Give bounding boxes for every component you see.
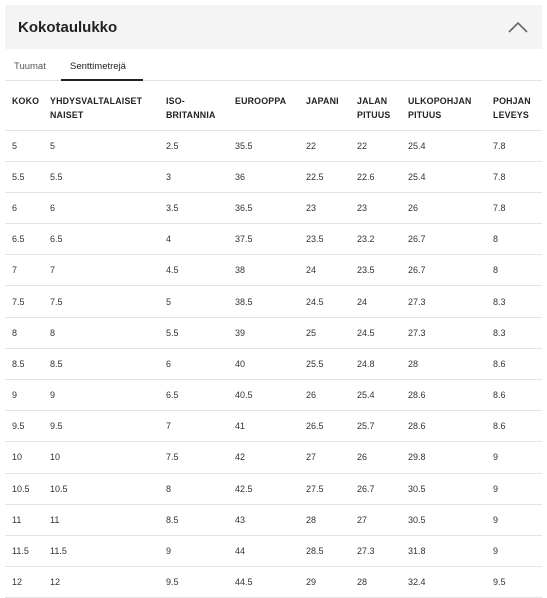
table-cell-foot-length: 26 <box>357 442 408 473</box>
table-cell-foot-length: 22.6 <box>357 161 408 192</box>
table-cell-foot-length: 28 <box>357 567 408 598</box>
column-header-line: PITUUS <box>408 110 442 120</box>
table-cell-japan: 22 <box>306 130 357 161</box>
table-cell-foot-length: 23 <box>357 192 408 223</box>
table-cell-japan: 24.5 <box>306 286 357 317</box>
table-cell-us-women: 12 <box>50 567 166 598</box>
unit-tabs <box>5 58 542 81</box>
table-cell-us-women: 11 <box>50 504 166 535</box>
table-cell-sole-width: 8.6 <box>493 380 542 411</box>
table-row <box>5 473 542 504</box>
table-cell-outsole-length: 30.5 <box>408 473 493 504</box>
table-cell-us-women: 10 <box>50 442 166 473</box>
table-cell-japan: 23.5 <box>306 224 357 255</box>
table-cell-foot-length: 26.7 <box>357 473 408 504</box>
table-row <box>5 411 542 442</box>
column-header-line: ULKOPOHJAN <box>408 96 472 106</box>
table-cell-europe: 42 <box>235 442 306 473</box>
table-cell-europe: 39 <box>235 317 306 348</box>
collapse-button[interactable] <box>506 15 530 39</box>
table-cell-uk: 9.5 <box>166 567 235 598</box>
tab-inches[interactable]: Tuumat <box>14 61 46 72</box>
table-cell-outsole-length: 25.4 <box>408 130 493 161</box>
column-header-line: YHDYSVALTALAISET <box>50 96 143 106</box>
table-cell-outsole-length: 26 <box>408 192 493 223</box>
column-header-line: POHJAN <box>493 96 531 106</box>
table-cell-europe: 44 <box>235 535 306 566</box>
table-cell-outsole-length: 26.7 <box>408 224 493 255</box>
column-header-line: JALAN <box>357 96 388 106</box>
table-cell-foot-length: 24 <box>357 286 408 317</box>
table-cell-size: 6.5 <box>5 224 50 255</box>
table-cell-foot-length: 25.7 <box>357 411 408 442</box>
table-cell-sole-width: 9 <box>493 473 542 504</box>
table-cell-japan: 29 <box>306 567 357 598</box>
table-cell-outsole-length: 31.8 <box>408 535 493 566</box>
table-row <box>5 442 542 473</box>
column-header-us-women <box>50 84 166 130</box>
table-cell-outsole-length: 26.7 <box>408 255 493 286</box>
table-cell-europe: 42.5 <box>235 473 306 504</box>
table-cell-sole-width: 9.5 <box>493 567 542 598</box>
column-header-line: LEVEYS <box>493 110 529 120</box>
table-cell-us-women: 7.5 <box>50 286 166 317</box>
table-cell-foot-length: 27.3 <box>357 535 408 566</box>
table-cell-size: 5 <box>5 130 50 161</box>
column-header-europe <box>235 84 306 130</box>
table-cell-outsole-length: 25.4 <box>408 161 493 192</box>
table-cell-uk: 7.5 <box>166 442 235 473</box>
table-cell-foot-length: 24.8 <box>357 348 408 379</box>
table-cell-size: 8 <box>5 317 50 348</box>
table-cell-europe: 40 <box>235 348 306 379</box>
table-row <box>5 504 542 535</box>
table-cell-europe: 44.5 <box>235 567 306 598</box>
column-header-uk <box>166 84 235 130</box>
table-cell-japan: 25.5 <box>306 348 357 379</box>
tab-centimeters[interactable]: Senttimetrejä <box>61 58 143 81</box>
table-row <box>5 286 542 317</box>
table-body <box>5 130 542 598</box>
column-header-outsole-length <box>408 84 493 130</box>
column-header-line: ISO- <box>166 96 185 106</box>
table-cell-us-women: 7 <box>50 255 166 286</box>
table-cell-uk: 3 <box>166 161 235 192</box>
table-cell-europe: 38 <box>235 255 306 286</box>
table-cell-sole-width: 8.6 <box>493 411 542 442</box>
table-cell-us-women: 6.5 <box>50 224 166 255</box>
table-cell-us-women: 6 <box>50 192 166 223</box>
table-row <box>5 567 542 598</box>
table-cell-europe: 35.5 <box>235 130 306 161</box>
table-cell-foot-length: 23.5 <box>357 255 408 286</box>
table-cell-foot-length: 27 <box>357 504 408 535</box>
table-cell-europe: 37.5 <box>235 224 306 255</box>
table-cell-uk: 4.5 <box>166 255 235 286</box>
table-cell-sole-width: 7.8 <box>493 161 542 192</box>
column-header-line: NAISET <box>50 110 84 120</box>
table-cell-size: 12 <box>5 567 50 598</box>
column-header-japan <box>306 84 357 130</box>
table-cell-sole-width: 8.3 <box>493 286 542 317</box>
table-cell-uk: 9 <box>166 535 235 566</box>
table-row <box>5 192 542 223</box>
table-cell-japan: 26 <box>306 380 357 411</box>
table-cell-size: 5.5 <box>5 161 50 192</box>
table-cell-sole-width: 8 <box>493 224 542 255</box>
table-cell-foot-length: 22 <box>357 130 408 161</box>
table-cell-size: 9.5 <box>5 411 50 442</box>
table-cell-europe: 40.5 <box>235 380 306 411</box>
table-row <box>5 161 542 192</box>
table-cell-size: 9 <box>5 380 50 411</box>
table-cell-foot-length: 23.2 <box>357 224 408 255</box>
table-cell-japan: 22.5 <box>306 161 357 192</box>
size-chart-header[interactable] <box>5 5 542 49</box>
table-cell-uk: 6 <box>166 348 235 379</box>
table-row <box>5 348 542 379</box>
table-cell-outsole-length: 29.8 <box>408 442 493 473</box>
table-cell-uk: 3.5 <box>166 192 235 223</box>
table-cell-sole-width: 9 <box>493 535 542 566</box>
table-header-row <box>5 84 542 130</box>
table-cell-size: 6 <box>5 192 50 223</box>
table-cell-japan: 26.5 <box>306 411 357 442</box>
table-cell-uk: 7 <box>166 411 235 442</box>
table-cell-uk: 5.5 <box>166 317 235 348</box>
table-cell-japan: 28 <box>306 504 357 535</box>
table-cell-japan: 28.5 <box>306 535 357 566</box>
table-cell-us-women: 5 <box>50 130 166 161</box>
table-cell-uk: 2.5 <box>166 130 235 161</box>
table-cell-japan: 24 <box>306 255 357 286</box>
table-cell-foot-length: 25.4 <box>357 380 408 411</box>
table-cell-outsole-length: 28.6 <box>408 411 493 442</box>
table-cell-sole-width: 7.8 <box>493 130 542 161</box>
table-cell-japan: 23 <box>306 192 357 223</box>
table-cell-sole-width: 8.6 <box>493 348 542 379</box>
column-header-line: PITUUS <box>357 110 391 120</box>
column-header-line: JAPANI <box>306 96 339 106</box>
table-cell-uk: 5 <box>166 286 235 317</box>
table-cell-outsole-length: 27.3 <box>408 317 493 348</box>
table-cell-europe: 43 <box>235 504 306 535</box>
table-cell-us-women: 9 <box>50 380 166 411</box>
table-row <box>5 317 542 348</box>
table-cell-sole-width: 7.8 <box>493 192 542 223</box>
table-cell-outsole-length: 30.5 <box>408 504 493 535</box>
table-cell-sole-width: 8.3 <box>493 317 542 348</box>
column-header-foot-length <box>357 84 408 130</box>
column-header-line: EUROOPPA <box>235 96 287 106</box>
table-cell-japan: 27 <box>306 442 357 473</box>
chevron-up-icon <box>508 21 528 33</box>
table-cell-uk: 4 <box>166 224 235 255</box>
table-cell-uk: 6.5 <box>166 380 235 411</box>
table-cell-sole-width: 9 <box>493 442 542 473</box>
table-cell-size: 11.5 <box>5 535 50 566</box>
table-cell-us-women: 5.5 <box>50 161 166 192</box>
table-row <box>5 224 542 255</box>
column-header-line: BRITANNIA <box>166 110 216 120</box>
column-header-size <box>5 84 50 130</box>
table-cell-japan: 25 <box>306 317 357 348</box>
table-cell-europe: 41 <box>235 411 306 442</box>
column-header-line: KOKO <box>12 96 40 106</box>
table-cell-outsole-length: 28 <box>408 348 493 379</box>
table-cell-outsole-length: 32.4 <box>408 567 493 598</box>
table-cell-outsole-length: 27.3 <box>408 286 493 317</box>
table-cell-sole-width: 9 <box>493 504 542 535</box>
table-cell-size: 10 <box>5 442 50 473</box>
table-cell-us-women: 9.5 <box>50 411 166 442</box>
column-header-sole-width <box>493 84 542 130</box>
table-row <box>5 130 542 161</box>
table-row <box>5 535 542 566</box>
table-cell-europe: 38.5 <box>235 286 306 317</box>
table-cell-size: 7 <box>5 255 50 286</box>
table-cell-europe: 36.5 <box>235 192 306 223</box>
table-cell-us-women: 8.5 <box>50 348 166 379</box>
size-table <box>5 84 542 598</box>
table-cell-europe: 36 <box>235 161 306 192</box>
table-cell-japan: 27.5 <box>306 473 357 504</box>
table-cell-foot-length: 24.5 <box>357 317 408 348</box>
table-cell-size: 11 <box>5 504 50 535</box>
table-cell-outsole-length: 28.6 <box>408 380 493 411</box>
table-cell-size: 7.5 <box>5 286 50 317</box>
table-row <box>5 380 542 411</box>
size-chart-title: Kokotaulukko <box>18 18 118 36</box>
table-cell-size: 8.5 <box>5 348 50 379</box>
table-cell-us-women: 11.5 <box>50 535 166 566</box>
table-cell-uk: 8 <box>166 473 235 504</box>
table-cell-us-women: 8 <box>50 317 166 348</box>
table-cell-us-women: 10.5 <box>50 473 166 504</box>
table-cell-uk: 8.5 <box>166 504 235 535</box>
table-cell-sole-width: 8 <box>493 255 542 286</box>
table-row <box>5 255 542 286</box>
table-cell-size: 10.5 <box>5 473 50 504</box>
